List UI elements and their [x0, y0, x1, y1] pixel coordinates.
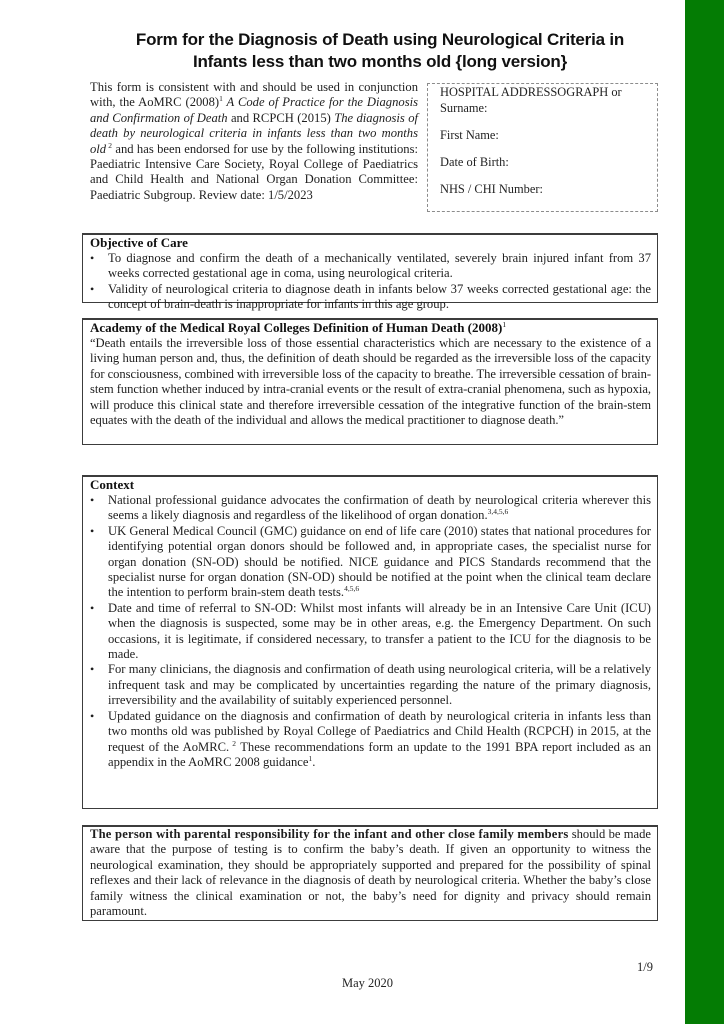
footnote-ref: 1	[308, 753, 313, 763]
context-heading: Context	[90, 477, 135, 492]
intro-citation-2: The diagnosis of death by neurological criteria in infants less than two months old	[90, 110, 418, 156]
list-item	[90, 493, 651, 524]
list-item	[90, 709, 651, 771]
list-item-text: .	[312, 754, 316, 769]
first-name-field-label: First Name:	[440, 128, 499, 142]
list-item-text: National professional guidance advocates the confirmation of death by neurological criteria wherever this seems a likely diagnosis and regardless of the likelihood of organ donation.	[108, 493, 651, 523]
list-item-text: Date and time of referral to SN-OD: Whilst most infants will already be in an Intensive Care Unit (ICU) when the diagnosis is suspected, some may be in other areas, e.g. the Emergency Department. On such occasions, it is legitimate, if considered necessary, to transfer a patient to the ICU for the diagnosis to be made.	[108, 600, 651, 662]
objective-heading: Objective of Care	[90, 235, 188, 250]
list-item: • To diagnose and confirm the death of a mechanically ventilated, severely brain injured infant from 37 weeks corrected gestational age in coma, using neurological criteria.	[90, 251, 651, 282]
page-number: 1/9	[637, 960, 653, 974]
title-line-1: Form for the Diagnosis of Death using Neurological Criteria in	[135, 30, 625, 49]
list-item	[90, 524, 651, 601]
surname-field-label: Surname:	[440, 101, 488, 115]
intro-text-3: and has been endorsed for use by the following institutions: Paediatric Intensive Care Society, Royal College of Paediatrics and Child Health and National Organ Donation Committee: Paediatric Subgroup. Review date: 1/5/2023	[90, 141, 418, 202]
footnote-ref: 2	[106, 140, 112, 150]
intro-paragraph	[90, 80, 418, 203]
list-item	[90, 662, 651, 708]
footnote-ref: 4,5,6	[344, 584, 360, 594]
objective-of-care-box	[82, 233, 658, 312]
list-item	[90, 601, 651, 663]
list-item-text: UK General Medical Council (GMC) guidance on end of life care (2010) states that national procedures for identifying potential organ donors should be followed and, in appropriate cases, the specialist nurse for organ donation (SN-OD) should be notified. NICE guidance and PICS Standards recommend that the specialist nurse for organ donation (SN-OD) should be notified at the point when the clinical team declare the intention to perform brain-stem death tests.	[108, 523, 651, 600]
footnote-ref: 1	[502, 320, 507, 329]
list-item: • Validity of neurological criteria to diagnose death in infants below 37 weeks corrected gestational age: the concept of brain-death is inappropriate for infants in this age group.	[90, 282, 651, 313]
footnote-ref: 1	[219, 94, 223, 104]
aomrc-heading-text: Academy of the Medical Royal Colleges Definition of Human Death (2008)	[90, 320, 503, 335]
objective-list	[90, 251, 651, 313]
parental-paragraph	[90, 827, 651, 919]
list-item-text: These recommendations form an update to the 1991 BPA report included as an appendix in the AoMRC 2008 guidance	[108, 739, 652, 769]
aomrc-heading	[90, 320, 651, 336]
list-item-text: For many clinicians, the diagnosis and confirmation of death using neurological criteria, will be a relatively infrequent task and may be complicated by uncertainties regarding the nature of the primary diagnosis, irreversibility and the availability of suitably experienced personnel.	[108, 662, 651, 708]
footnote-ref: 3,4,5,6	[487, 507, 509, 517]
context-list	[90, 493, 651, 770]
list-item-text: Updated guidance on the diagnosis and confirmation of death by neurological criteria in infants less than two months old was published by Royal College of Paediatrics and Child Health (RCPCH) in 2015, at the request of the AoMRC.	[108, 708, 651, 754]
date-of-birth-field-label: Date of Birth:	[440, 155, 509, 169]
document-title	[80, 29, 680, 73]
context-box	[82, 475, 658, 809]
hospital-addressograph-box[interactable]	[427, 83, 658, 212]
parental-text: should be made aware that the purpose of testing is to confirm the baby’s death. If given an opportunity to witness the neurological examination, they should be appropriately supported and prepared for the possibility of spinal reflexes and their lack of relevance in the diagnosis of death by neurological criteria. Whether the baby’s close family witness the clinical examination or not, the baby’s need for dignity and privacy should remain paramount.	[90, 827, 651, 919]
addressograph-heading: HOSPITAL ADDRESSOGRAPH or	[440, 85, 622, 99]
intro-citation-1: A Code of Practice for the Diagnosis and Confirmation of Death	[90, 95, 418, 125]
intro-text-1: This form is consistent with and should be used in conjunction with, the AoMRC (2008)	[90, 80, 418, 110]
footer-date: May 2020	[342, 976, 394, 990]
title-line-2: Infants less than two months old {long version}	[192, 52, 568, 71]
intro-text-2: and RCPCH (2015)	[227, 110, 335, 125]
parental-responsibility-box	[82, 825, 658, 921]
aomrc-definition-box	[82, 318, 658, 445]
aomrc-quote: “Death entails the irreversible loss of those essential characteristics which are necessary to the existence of a living human person and, thus, the definition of death should be regarded as the irreversible loss of the capacity for consciousness, combined with irreversible loss of the capacity to breathe. The irreversible cessation of brain-stem function whether induced by intra-cranial events or the result of extra-cranial phenomena, such as hypoxia, will produce this clinical state and therefore irreversible cessation of the integrative function of the brain-stem equates with the death of the individual and allows the medical practitioner to diagnose death.”	[90, 336, 651, 428]
nhs-chi-number-field-label: NHS / CHI Number:	[440, 182, 543, 196]
green-side-bar	[685, 0, 724, 1024]
footnote-ref: 2	[229, 738, 237, 748]
parental-bold-lead: The person with parental responsibility for the infant and other close family members	[90, 827, 569, 841]
